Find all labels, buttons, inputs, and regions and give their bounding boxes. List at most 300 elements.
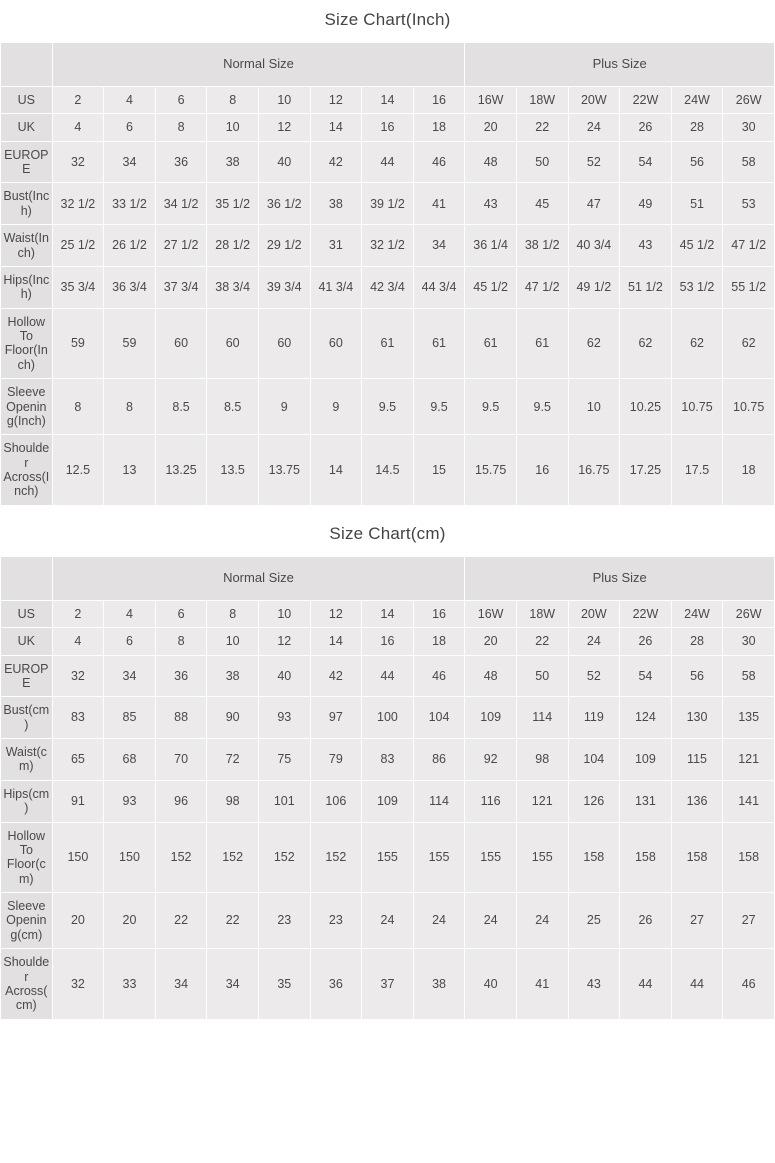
table-cell: 14: [310, 628, 362, 655]
table-cell: 44 3/4: [413, 266, 465, 308]
table-cell: 98: [207, 780, 259, 822]
table-cell: 32: [52, 655, 104, 697]
table-cell: 93: [258, 697, 310, 739]
row-header: Shoulder Across(cm): [1, 949, 53, 1020]
table-cell: 50: [516, 141, 568, 183]
table-cell: 65: [52, 739, 104, 781]
table-cell: 101: [258, 780, 310, 822]
table-cell: 39 3/4: [258, 266, 310, 308]
table-cell: 8: [155, 628, 207, 655]
table-cell: 60: [207, 308, 259, 379]
table-cell: 150: [104, 822, 156, 893]
table-cell: 55 1/2: [723, 266, 775, 308]
table-cell: 36: [310, 949, 362, 1020]
table-cell: 121: [723, 739, 775, 781]
table-row: [1, 697, 775, 739]
table-cell: 20: [465, 114, 517, 141]
table-cell: 37 3/4: [155, 266, 207, 308]
table-cell: 131: [620, 780, 672, 822]
table-row: [1, 628, 775, 655]
table-cell: 61: [413, 308, 465, 379]
table-cell: 93: [104, 780, 156, 822]
table-cell: 16W: [465, 600, 517, 627]
table-cell: 37: [362, 949, 414, 1020]
table-cell: 13.25: [155, 435, 207, 506]
table-cell: 126: [568, 780, 620, 822]
table-cell: 109: [465, 697, 517, 739]
table-cell: 22: [516, 628, 568, 655]
table-cell: 158: [568, 822, 620, 893]
table-cell: 49: [620, 183, 672, 225]
row-header: Waist(Inch): [1, 225, 53, 267]
table-cell: 24: [568, 114, 620, 141]
table-cell: 22: [516, 114, 568, 141]
table-cell: 44: [671, 949, 723, 1020]
table-cell: 45: [516, 183, 568, 225]
table-cell: 116: [465, 780, 517, 822]
table-cell: 60: [310, 308, 362, 379]
table-cell: 40 3/4: [568, 225, 620, 267]
table-cell: 8: [207, 86, 259, 113]
size-table-inch: [0, 42, 775, 506]
table-cell: 44: [362, 655, 414, 697]
group-header-normal-size: Normal Size: [52, 43, 465, 87]
table-cell: 8: [104, 379, 156, 435]
table-cell: 14.5: [362, 435, 414, 506]
table-cell: 23: [258, 893, 310, 949]
table-cell: 20: [104, 893, 156, 949]
table-cell: 45 1/2: [671, 225, 723, 267]
table-cell: 51 1/2: [620, 266, 672, 308]
size-chart-cm-section: [0, 514, 775, 1020]
row-header: UK: [1, 628, 53, 655]
table-cell: 31: [310, 225, 362, 267]
table-row: [1, 114, 775, 141]
table-cell: 58: [723, 655, 775, 697]
table-cell: 28: [671, 114, 723, 141]
table-cell: 47 1/2: [723, 225, 775, 267]
table-cell: 51: [671, 183, 723, 225]
table-cell: 36: [155, 655, 207, 697]
table-cell: 34: [207, 949, 259, 1020]
table-cell: 40: [258, 655, 310, 697]
table-cell: 25 1/2: [52, 225, 104, 267]
table-cell: 56: [671, 655, 723, 697]
table-cell: 9.5: [465, 379, 517, 435]
table-cell: 29 1/2: [258, 225, 310, 267]
table-cell: 10: [568, 379, 620, 435]
table-cell: 26W: [723, 600, 775, 627]
table-cell: 85: [104, 697, 156, 739]
table-cell: 83: [52, 697, 104, 739]
table-cell: 42 3/4: [362, 266, 414, 308]
page-title-cm: Size Chart(cm): [0, 514, 775, 556]
table-cell: 22W: [620, 86, 672, 113]
table-cell: 52: [568, 141, 620, 183]
table-cell: 27 1/2: [155, 225, 207, 267]
table-cell: 38: [413, 949, 465, 1020]
table-cell: 61: [465, 308, 517, 379]
table-cell: 14: [310, 114, 362, 141]
table-cell: 90: [207, 697, 259, 739]
row-header: Waist(cm): [1, 739, 53, 781]
table-cell: 53 1/2: [671, 266, 723, 308]
table-cell: 158: [671, 822, 723, 893]
table-cell: 36 1/2: [258, 183, 310, 225]
table-cell: 22: [207, 893, 259, 949]
table-cell: 115: [671, 739, 723, 781]
table-cell: 24: [413, 893, 465, 949]
table-cell: 10: [207, 628, 259, 655]
table-cell: 10: [207, 114, 259, 141]
table-cell: 106: [310, 780, 362, 822]
table-cell: 88: [155, 697, 207, 739]
table-row: [1, 780, 775, 822]
table-row: [1, 86, 775, 113]
table-row: [1, 893, 775, 949]
table-row: [1, 379, 775, 435]
table-row: [1, 739, 775, 781]
table-cell: 53: [723, 183, 775, 225]
table-cell: 155: [465, 822, 517, 893]
table-cell: 109: [362, 780, 414, 822]
row-header: US: [1, 600, 53, 627]
table-cell: 18W: [516, 600, 568, 627]
row-header: Bust(Inch): [1, 183, 53, 225]
table-cell: 8.5: [207, 379, 259, 435]
table-cell: 28 1/2: [207, 225, 259, 267]
table-cell: 16: [413, 86, 465, 113]
table-cell: 4: [52, 114, 104, 141]
table-cell: 18: [723, 435, 775, 506]
table-cell: 12: [310, 600, 362, 627]
table-cell: 20W: [568, 600, 620, 627]
size-chart-inch-section: [0, 0, 775, 506]
table-cell: 35 1/2: [207, 183, 259, 225]
table-cell: 52: [568, 655, 620, 697]
table-cell: 24: [465, 893, 517, 949]
table-cell: 49 1/2: [568, 266, 620, 308]
table-cell: 79: [310, 739, 362, 781]
table-cell: 72: [207, 739, 259, 781]
table-cell: 100: [362, 697, 414, 739]
table-cell: 141: [723, 780, 775, 822]
table-cell: 70: [155, 739, 207, 781]
table-cell: 35 3/4: [52, 266, 104, 308]
table-cell: 135: [723, 697, 775, 739]
table-cell: 12: [310, 86, 362, 113]
table-cell: 48: [465, 655, 517, 697]
table-cell: 18: [413, 628, 465, 655]
table-cell: 104: [568, 739, 620, 781]
table-cell: 38 1/2: [516, 225, 568, 267]
table-cell: 50: [516, 655, 568, 697]
row-header: EUROPE: [1, 141, 53, 183]
table-cell: 36 1/4: [465, 225, 517, 267]
table-cell: 26: [620, 893, 672, 949]
table-cell: 12: [258, 114, 310, 141]
group-header-row: [1, 43, 775, 87]
table-row: [1, 435, 775, 506]
table-cell: 13.5: [207, 435, 259, 506]
table-cell: 36 3/4: [104, 266, 156, 308]
table-cell: 38 3/4: [207, 266, 259, 308]
row-header: UK: [1, 114, 53, 141]
table-cell: 9.5: [362, 379, 414, 435]
table-cell: 98: [516, 739, 568, 781]
table-corner-cell: [1, 556, 53, 600]
table-cell: 18: [413, 114, 465, 141]
table-cell: 56: [671, 141, 723, 183]
table-cell: 158: [620, 822, 672, 893]
row-header: EUROPE: [1, 655, 53, 697]
table-cell: 13: [104, 435, 156, 506]
table-cell: 20W: [568, 86, 620, 113]
table-cell: 23: [310, 893, 362, 949]
table-cell: 62: [620, 308, 672, 379]
table-cell: 62: [723, 308, 775, 379]
table-cell: 16W: [465, 86, 517, 113]
table-cell: 91: [52, 780, 104, 822]
table-cell: 9: [258, 379, 310, 435]
table-cell: 158: [723, 822, 775, 893]
table-cell: 16: [516, 435, 568, 506]
table-cell: 97: [310, 697, 362, 739]
table-cell: 9.5: [413, 379, 465, 435]
table-row: [1, 822, 775, 893]
group-header-plus-size: Plus Size: [465, 43, 775, 87]
row-header: Sleeve Opening(Inch): [1, 379, 53, 435]
table-cell: 27: [723, 893, 775, 949]
table-cell: 83: [362, 739, 414, 781]
table-cell: 114: [516, 697, 568, 739]
table-cell: 41 3/4: [310, 266, 362, 308]
table-cell: 22: [155, 893, 207, 949]
table-cell: 34: [155, 949, 207, 1020]
table-cell: 24: [516, 893, 568, 949]
table-cell: 33: [104, 949, 156, 1020]
row-header: Sleeve Opening(cm): [1, 893, 53, 949]
table-cell: 34: [413, 225, 465, 267]
table-row: [1, 141, 775, 183]
table-cell: 24: [568, 628, 620, 655]
table-cell: 43: [620, 225, 672, 267]
table-cell: 34: [104, 655, 156, 697]
table-cell: 8: [155, 114, 207, 141]
table-cell: 32 1/2: [362, 225, 414, 267]
group-header-row: [1, 556, 775, 600]
table-cell: 38: [310, 183, 362, 225]
table-cell: 22W: [620, 600, 672, 627]
table-row: [1, 308, 775, 379]
table-cell: 16: [362, 114, 414, 141]
table-cell: 2: [52, 600, 104, 627]
table-cell: 14: [362, 600, 414, 627]
table-cell: 26: [620, 114, 672, 141]
table-cell: 34 1/2: [155, 183, 207, 225]
table-cell: 28: [671, 628, 723, 655]
table-cell: 9: [310, 379, 362, 435]
table-cell: 6: [104, 114, 156, 141]
table-cell: 10.75: [723, 379, 775, 435]
group-header-normal-size: Normal Size: [52, 556, 465, 600]
row-header: Hips(Inch): [1, 266, 53, 308]
table-cell: 35: [258, 949, 310, 1020]
table-cell: 43: [568, 949, 620, 1020]
size-table-cm: [0, 556, 775, 1020]
table-cell: 42: [310, 655, 362, 697]
table-cell: 48: [465, 141, 517, 183]
table-cell: 33 1/2: [104, 183, 156, 225]
table-cell: 24W: [671, 600, 723, 627]
table-cell: 27: [671, 893, 723, 949]
group-header-plus-size: Plus Size: [465, 556, 775, 600]
table-cell: 26W: [723, 86, 775, 113]
table-cell: 40: [465, 949, 517, 1020]
table-cell: 152: [258, 822, 310, 893]
table-cell: 45 1/2: [465, 266, 517, 308]
table-cell: 47: [568, 183, 620, 225]
table-cell: 41: [516, 949, 568, 1020]
row-header: Shoulder Across(Inch): [1, 435, 53, 506]
table-cell: 54: [620, 655, 672, 697]
table-cell: 155: [413, 822, 465, 893]
table-cell: 25: [568, 893, 620, 949]
table-corner-cell: [1, 43, 53, 87]
table-cell: 60: [258, 308, 310, 379]
table-cell: 47 1/2: [516, 266, 568, 308]
section-divider: [0, 506, 775, 514]
table-cell: 14: [310, 435, 362, 506]
table-cell: 59: [52, 308, 104, 379]
table-cell: 4: [52, 628, 104, 655]
table-cell: 16: [362, 628, 414, 655]
table-cell: 109: [620, 739, 672, 781]
page-title-inch: Size Chart(Inch): [0, 0, 775, 42]
table-cell: 17.25: [620, 435, 672, 506]
table-cell: 14: [362, 86, 414, 113]
table-cell: 121: [516, 780, 568, 822]
table-cell: 46: [413, 655, 465, 697]
table-cell: 40: [258, 141, 310, 183]
table-cell: 155: [516, 822, 568, 893]
table-cell: 136: [671, 780, 723, 822]
table-cell: 152: [155, 822, 207, 893]
table-cell: 150: [52, 822, 104, 893]
table-cell: 38: [207, 141, 259, 183]
table-cell: 4: [104, 600, 156, 627]
table-cell: 86: [413, 739, 465, 781]
table-cell: 62: [671, 308, 723, 379]
table-cell: 38: [207, 655, 259, 697]
table-cell: 61: [362, 308, 414, 379]
table-cell: 119: [568, 697, 620, 739]
table-cell: 124: [620, 697, 672, 739]
table-cell: 152: [207, 822, 259, 893]
table-cell: 16: [413, 600, 465, 627]
table-cell: 12: [258, 628, 310, 655]
table-cell: 60: [155, 308, 207, 379]
table-cell: 61: [516, 308, 568, 379]
table-cell: 18W: [516, 86, 568, 113]
table-cell: 15: [413, 435, 465, 506]
table-cell: 20: [52, 893, 104, 949]
table-cell: 10: [258, 600, 310, 627]
table-cell: 10.75: [671, 379, 723, 435]
table-cell: 8: [207, 600, 259, 627]
table-cell: 13.75: [258, 435, 310, 506]
table-cell: 30: [723, 628, 775, 655]
table-cell: 17.5: [671, 435, 723, 506]
table-cell: 8: [52, 379, 104, 435]
table-cell: 4: [104, 86, 156, 113]
table-cell: 6: [155, 86, 207, 113]
table-row: [1, 949, 775, 1020]
table-cell: 6: [155, 600, 207, 627]
table-cell: 30: [723, 114, 775, 141]
size-table-inch-body: [1, 43, 775, 506]
table-cell: 96: [155, 780, 207, 822]
table-cell: 9.5: [516, 379, 568, 435]
table-cell: 43: [465, 183, 517, 225]
table-cell: 42: [310, 141, 362, 183]
row-header: Bust(cm): [1, 697, 53, 739]
table-row: [1, 655, 775, 697]
table-cell: 54: [620, 141, 672, 183]
table-cell: 62: [568, 308, 620, 379]
table-cell: 8.5: [155, 379, 207, 435]
table-cell: 92: [465, 739, 517, 781]
table-cell: 24W: [671, 86, 723, 113]
table-cell: 32: [52, 949, 104, 1020]
row-header: US: [1, 86, 53, 113]
table-cell: 104: [413, 697, 465, 739]
table-cell: 10.25: [620, 379, 672, 435]
table-cell: 152: [310, 822, 362, 893]
table-cell: 15.75: [465, 435, 517, 506]
table-row: [1, 225, 775, 267]
table-cell: 32: [52, 141, 104, 183]
table-cell: 58: [723, 141, 775, 183]
table-cell: 12.5: [52, 435, 104, 506]
table-cell: 34: [104, 141, 156, 183]
table-cell: 41: [413, 183, 465, 225]
size-table-cm-body: [1, 556, 775, 1019]
table-row: [1, 266, 775, 308]
table-cell: 6: [104, 628, 156, 655]
table-cell: 46: [413, 141, 465, 183]
table-cell: 59: [104, 308, 156, 379]
table-cell: 75: [258, 739, 310, 781]
table-cell: 39 1/2: [362, 183, 414, 225]
table-cell: 36: [155, 141, 207, 183]
row-header: Hips(cm): [1, 780, 53, 822]
table-cell: 155: [362, 822, 414, 893]
table-cell: 44: [620, 949, 672, 1020]
table-cell: 46: [723, 949, 775, 1020]
row-header: Hollow To Floor(cm): [1, 822, 53, 893]
table-cell: 32 1/2: [52, 183, 104, 225]
table-cell: 26: [620, 628, 672, 655]
table-row: [1, 183, 775, 225]
table-cell: 20: [465, 628, 517, 655]
table-cell: 68: [104, 739, 156, 781]
row-header: Hollow To Floor(Inch): [1, 308, 53, 379]
table-cell: 114: [413, 780, 465, 822]
table-cell: 16.75: [568, 435, 620, 506]
table-row: [1, 600, 775, 627]
table-cell: 130: [671, 697, 723, 739]
